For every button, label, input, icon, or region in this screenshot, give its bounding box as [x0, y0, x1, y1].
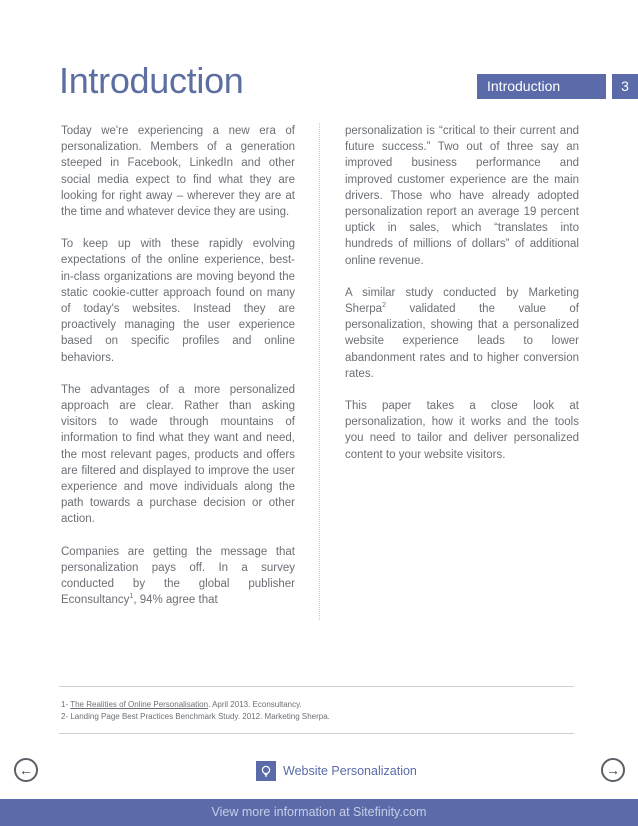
- footer-info-link[interactable]: View more information at Sitefinity.com: [0, 799, 638, 826]
- left-column: [61, 123, 295, 624]
- prev-page-button[interactable]: [14, 758, 38, 782]
- footnotes: [61, 699, 571, 723]
- footnote-1: 1- The Realities of Online Personalisation. April 2013. Econsultancy.: [61, 700, 302, 709]
- paragraph: To keep up with these rapidly evolving expectations of the online experience, best-in-class organizations are moving beyond the static cookie-cutter approach found on many of today's websites. Instead they are proactively managing the user experience based on specific profiles and online behaviors.: [61, 238, 295, 364]
- paragraph: [61, 544, 295, 609]
- paragraph: This paper takes a close look at personalization, how it works and the tools you need to tailor and deliver personalized content to your website visitors.: [345, 400, 579, 461]
- paragraph-text: , 94% agree that: [133, 594, 218, 607]
- footnote-1-link[interactable]: The Realities of Online Personalisation: [70, 700, 209, 709]
- section-label: Introduction: [477, 74, 606, 99]
- paragraph: personalization is “critical to their current and future success.” Two out of three say an improved business performance and improved customer experience are the main drivers. Those who have already adopted personalization report an average 19 percent uptick in sales, which “translates into hundreds of millions of dollars” of additional online revenue.: [345, 125, 579, 267]
- paragraph-text: Companies are getting the message that personalization pays off. In a survey conducted by the global publisher Econsultancy: [61, 545, 295, 607]
- footnote-ref: 1: [129, 593, 134, 601]
- arrow-left-icon: ←: [19, 762, 33, 778]
- paragraph-text: validated the value of personalization, showing that a personalized website experience leads to lower abandonment rates and to higher conversion rates.: [345, 303, 579, 380]
- paragraph-text: A similar study conducted by Marketing Sherpa: [345, 286, 579, 316]
- next-page-button[interactable]: [601, 758, 625, 782]
- footnote-rule-top: [59, 686, 574, 687]
- footer-brand-label: Website Personalization: [283, 764, 417, 778]
- paragraph: The advantages of a more personalized approach are clear. Rather than asking visitors to wade through mountains of information to find what they want and need, the most relevant pages, products and offers are filtered and displayed to improve the user experience and move individuals along the path towards a purchase decision or other action.: [61, 383, 295, 526]
- paragraph: Today we're experiencing a new era of personalization. Members of a generation steeped in Facebook, LinkedIn and other social media expect to find what they are looking for right away – wherever they are at the time and whatever device they are using.: [61, 125, 295, 219]
- footnote-ref: 2: [382, 302, 386, 310]
- page-number: 3: [612, 74, 638, 99]
- arrow-right-icon: →: [606, 762, 620, 778]
- page-title: Introduction: [59, 60, 244, 101]
- footnote-rule-bottom: [59, 733, 574, 734]
- footnote-2: 2- Landing Page Best Practices Benchmark Study. 2012. Marketing Sherpa.: [61, 712, 330, 721]
- right-column: [345, 123, 579, 479]
- bulb-icon: [256, 761, 276, 781]
- paragraph: [345, 285, 579, 382]
- footer-brand: [256, 761, 417, 781]
- column-divider: [319, 123, 320, 620]
